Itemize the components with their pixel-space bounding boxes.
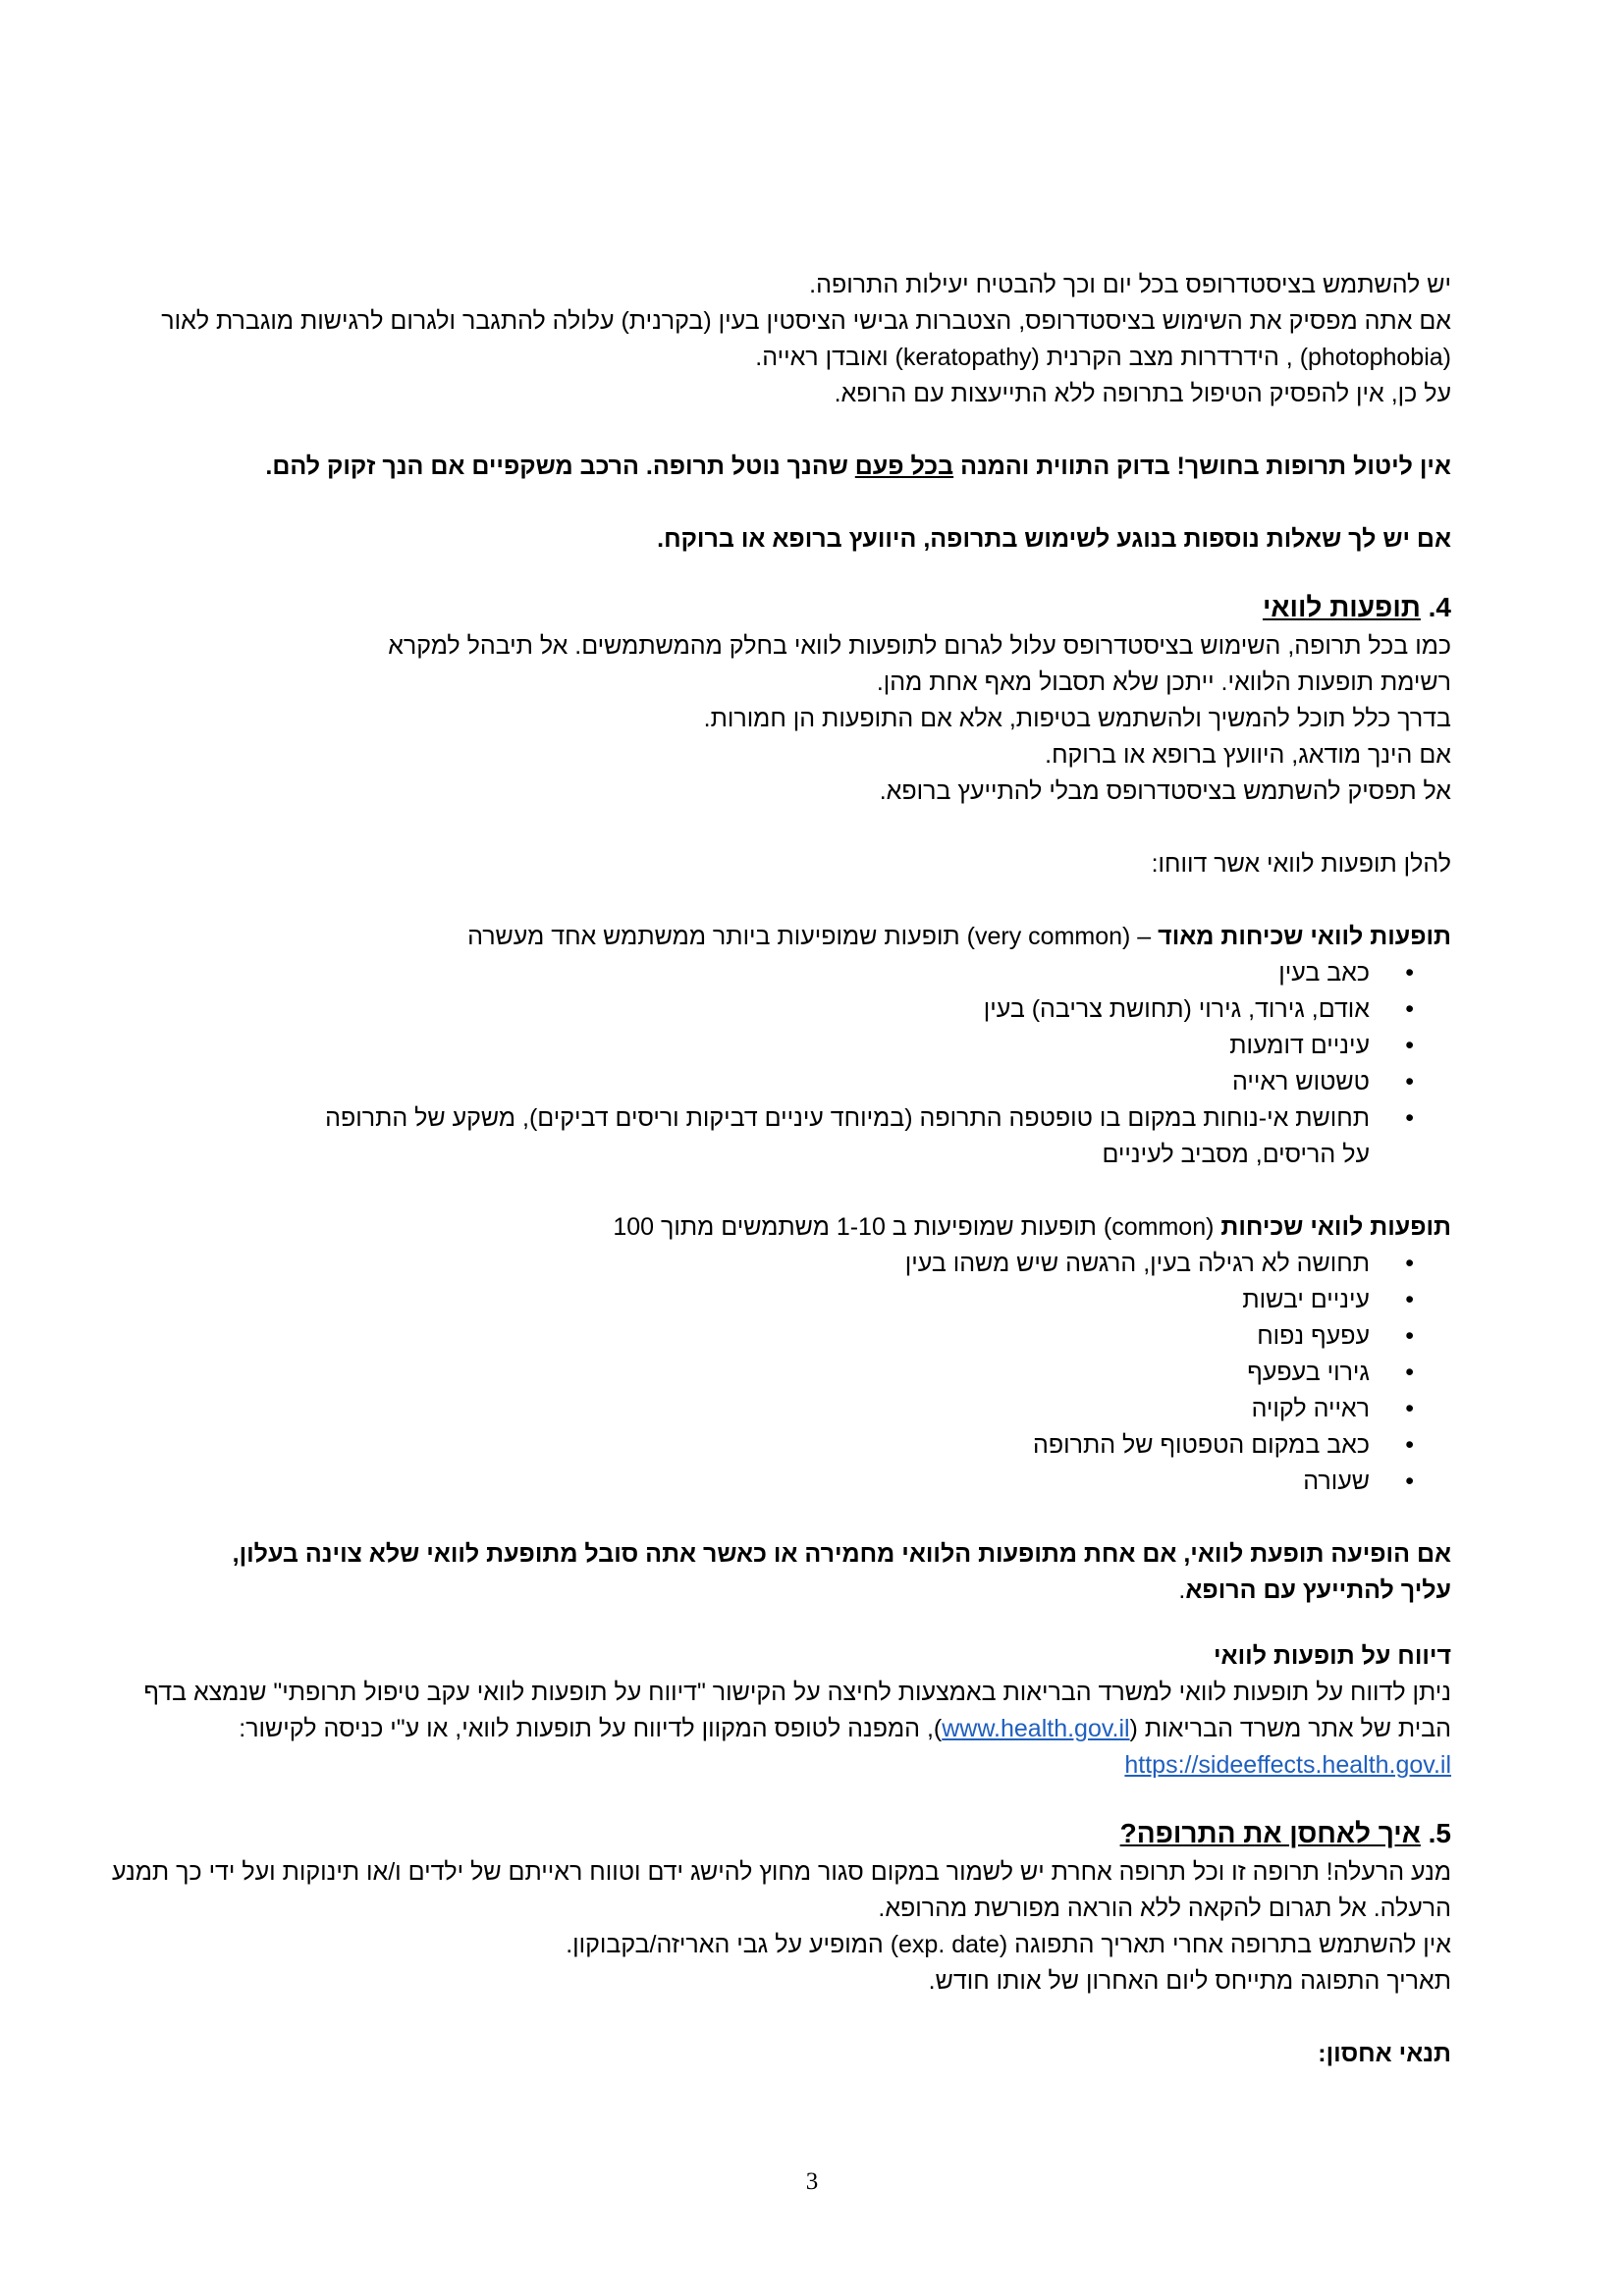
reporting-text-1: ניתן לדווח על תופעות לוואי למשרד הבריאות באמצעות לחיצה על הקישור "דיווח על תופעות לוואי עקב טיפול תרופתי" שנמצא בדף הבית של אתר משרד הבריאות ( [143,1679,1451,1742]
list-item: • תחושה לא רגילה בעין, הרגשה שיש משהו בעין [108,1246,1370,1282]
list-item: • עיניים דומעות [187,1028,1370,1064]
intro-line-2: אם אתה מפסיק את השימוש בציסטדרופס, הצטברות גבישי הציסטין בעין (בקרנית) עלולה להתגבר ולגרום לרגישות מוגברת לאור (photophobia) , הידרדרות מצב הקרנית (keratopathy) ואובדן ראייה. [161,307,1451,371]
list-item: • תחושת אי-נוחות במקום בו טופטפה התרופה (במיוחד עיניים דביקות וריסים דביקים), משקע של התרופה על הריסים, מסביב לעיניים [187,1100,1370,1173]
list-item: • גירוי בעפעף [108,1355,1370,1391]
section-4-paragraph-1: כמו בכל תרופה, השימוש בציסטדרופס עלול לגרום לתופעות לוואי בחלק מהמשתמשים. אל תיבהל למקרא רשימת תופעות הלוואי. ייתכן שלא תסבול מאף אחת מהן. [388,632,1451,696]
consult-note-end: . [1178,1576,1186,1604]
common-desc: (common) תופעות שמופיעות ב 1-10 משתמשים מתוך 100 [613,1213,1221,1241]
page-content [108,267,1451,2072]
consult-note [108,1536,1451,1609]
section-4-number: 4. [1428,592,1451,622]
very-common-label: תופעות לוואי שכיחות מאוד [1158,923,1451,950]
common-heading [108,1209,1451,1246]
section-5-heading [108,1813,1451,1854]
very-common-desc: – (very common) תופעות שמופיעות ביותר ממשתמש אחד מעשרה [467,923,1159,950]
list-item: • טשטוש ראייה [187,1064,1370,1100]
section-4-title: תופעות לוואי [1262,592,1421,622]
intro-line-1: יש להשתמש בציסטדרופס בכל יום וכך להבטיח יעילות התרופה. [809,271,1451,298]
section-5-title: איך לאחסן את התרופה? [1119,1818,1421,1848]
section-5-paragraph-2: אין להשתמש בתרופה אחרי תאריך התפוגה (exp. date) המופיע על גבי האריזה/בקבוקון. [566,1931,1451,1958]
common-list [108,1246,1451,1500]
list-item: • אודם, גירוד, גירוי (תחושת צריבה) בעין [187,991,1370,1028]
dark-warning-part-2: שהנך נוטל תרופה. הרכב משקפיים אם הנך זקוק להם. [265,453,855,480]
section-5-paragraph-1: מנע הרעלה! תרופה זו וכל תרופה אחרת יש לשמור במקום סגור מחוץ להישג ידם וטווח ראייתם של ילדים ו/או תינוקות ועל ידי כך תמנע הרעלה. אל תגרום להקאה ללא הוראה מפורשת מהרופא. [111,1858,1451,1922]
questions-note: אם יש לך שאלות נוספות בנוגע לשימוש בתרופה, היוועץ ברופא או ברוקח. [657,525,1451,553]
section-4-paragraph-4: אל תפסיק להשתמש בציסטדרופס מבלי להתייעץ ברופא. [879,777,1451,805]
list-item: • עיניים יבשות [108,1282,1370,1318]
health-ministry-link[interactable]: www.health.gov.il [942,1715,1130,1742]
side-effects-link[interactable]: https://sideeffects.health.gov.il [1124,1751,1451,1779]
common-label: תופעות לוואי שכיחות [1220,1213,1451,1241]
section-4-paragraph-3: אם הינך מודאג, היוועץ ברופא או ברוקח. [1045,741,1451,769]
page-number: 3 [805,2168,819,2195]
reported-effects-intro: להלן תופעות לוואי אשר דווחו: [1151,850,1451,878]
storage-conditions-title: תנאי אחסון: [1318,2040,1451,2067]
list-item: • כאב בעין [187,955,1370,991]
section-4-heading [108,587,1451,628]
consult-note-text: אם הופיעה תופעת לוואי, אם אחת מתופעות הלוואי מחמירה או כאשר אתה סובל מתופעת לוואי שלא צוינה בעלון, עליך להתייעץ עם הרופא [232,1540,1451,1604]
dark-warning-part-1: אין ליטול תרופות בחושך! בדוק התווית והמנה [953,453,1451,480]
very-common-heading [108,919,1451,955]
section-5-paragraph-3: תאריך התפוגה מתייחס ליום האחרון של אותו חודש. [928,1967,1451,1995]
very-common-list [108,955,1451,1173]
section-4-paragraph-2: בדרך כלל תוכל להמשיך ולהשתמש בטיפות, אלא אם התופעות הן חמורות. [703,705,1451,732]
reporting-text [108,1675,1451,1784]
list-item: • ראייה לקויה [108,1391,1370,1427]
section-5-number: 5. [1428,1818,1451,1848]
reporting-title: דיווח על תופעות לוואי [1214,1642,1451,1670]
list-item: • שעורה [108,1464,1370,1500]
reporting-text-2: ), המפנה לטופס המקוון לדיווח על תופעות לוואי, או ע"י כניסה לקישור: [239,1715,943,1742]
intro-line-3: על כן, אין להפסיק הטיפול בתרופה ללא התייעצות עם הרופא. [834,380,1451,407]
dark-warning [108,449,1451,485]
dark-warning-underlined: בכל פעם [854,453,954,480]
list-item: • כאב במקום הטפטוף של התרופה [108,1427,1370,1464]
list-item: • עפעף נפוח [108,1318,1370,1355]
